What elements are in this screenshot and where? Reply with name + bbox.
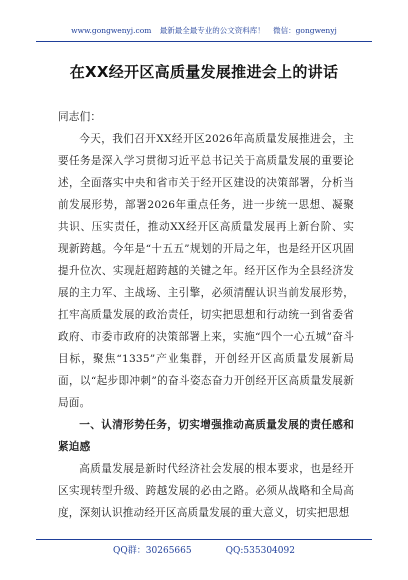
- site-header: [0, 26, 408, 36]
- body-paragraph: 今天，我们召开XX经开区2026年高质量发展推进会，主要任务是深入学习贯彻习近平总书记关于高质量发展的重要论述，全面落实中央和省市关于经开区建设的决策部署，分析当前发展形势，部署2026年重点任务，进一步统一思想、凝聚共识、压实责任，推动XX经开区高质量发展再上新台阶、实现新跨越。今年是“十五五”规划的开局之年，也是经开区巩固提升位次、实现赶超跨越的关键之年。经开区作为全县经济发展的主力军、主战场、主引擎，必须清醒认识当前发展形势，扛牢高质量发展的政治责任，切实把思想和行动统一到省委省政府、市委市政府的决策部署上来，实施“四个一心五城”奋斗目标，聚焦“1335”产业集群，开创经开区高质量发展新局面，以“起步即冲刺”的奋斗姿态奋力开创经开区高质量发展新局面。: [58, 133, 354, 409]
- document-body: [58, 106, 354, 524]
- salutation: 同志们：: [58, 111, 102, 123]
- header-wechat: 微信：gongwenyj: [273, 26, 337, 35]
- document-title: 在XX经开区高质量发展推进会上的讲话: [69, 63, 339, 81]
- header-slogan: 最新最全最专业的公文资料库！: [159, 26, 265, 35]
- header-divider: [36, 41, 372, 42]
- section-heading: 一、认清形势任务，切实增强推动高质量发展的责任感和紧迫感: [58, 419, 354, 453]
- site-url-link[interactable]: www.gongwenyj.com: [71, 26, 152, 35]
- section-paragraph: 高质量发展是新时代经济社会发展的根本要求，也是经开区实现转型升级、跨越发展的必由之路。必须从战略和全局高度，深刻认识推动经开区高质量发展的重大意义，切实把思想: [58, 463, 354, 519]
- page-footer: [0, 545, 408, 557]
- footer-qq-group: QQ群：30265665: [113, 546, 192, 556]
- footer-qq: QQ:535304092: [225, 546, 295, 556]
- footer-divider: [36, 539, 372, 540]
